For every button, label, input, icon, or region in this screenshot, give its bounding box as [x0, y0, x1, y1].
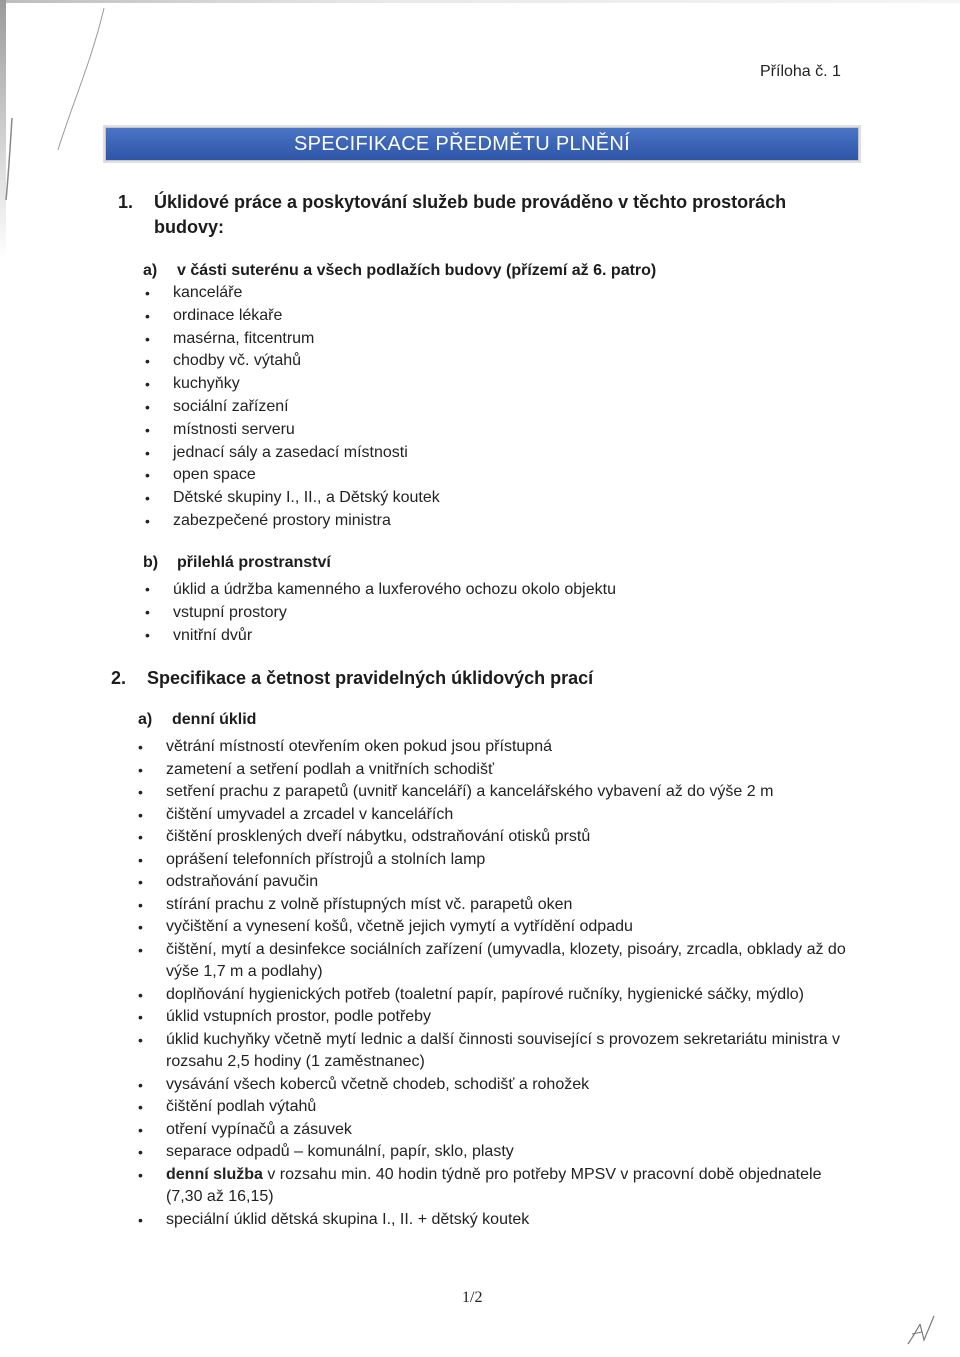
- list-item: • úklid vstupních prostor, podle potřeby: [134, 1006, 849, 1029]
- list-item: • sociální zařízení: [141, 396, 841, 419]
- attachment-label: Příloha č. 1: [760, 63, 841, 80]
- list-item: • čištění podlah výtahů: [134, 1096, 849, 1119]
- section-1b-list: [141, 578, 841, 647]
- section-2-heading: [111, 666, 851, 691]
- list-item: • vnitřní dvůr: [141, 624, 841, 647]
- page-number: 1/2: [462, 1289, 483, 1306]
- list-item: • separace odpadů – komunální, papír, sklo, plasty: [134, 1141, 849, 1164]
- section-2-title: Specifikace a četnost pravidelných úklidových prací: [147, 668, 594, 688]
- list-item: • jednací sály a zasedací místnosti: [141, 442, 841, 465]
- pen-stroke-mark: [0, 0, 120, 200]
- list-item: • open space: [141, 464, 841, 487]
- service-detail: v rozsahu min. 40 hodin týdně pro potřeby MPSV v pracovní době objednatele (7,30 až 16,15): [166, 1165, 822, 1205]
- list-item: • kanceláře: [141, 282, 841, 305]
- handwritten-initials-mark: [900, 1310, 944, 1350]
- list-item: • setření prachu z parapetů (uvnitř kanceláří) a kancelářského vybavení až do výše 2 m: [134, 781, 849, 804]
- list-item: • stírání prachu z volně přístupných míst vč. parapetů oken: [134, 894, 849, 917]
- list-item: • místnosti serveru: [141, 419, 841, 442]
- scan-edge-top: [0, 0, 960, 3]
- list-item: • masérna, fitcentrum: [141, 328, 841, 351]
- section-2-number: 2.: [111, 668, 127, 688]
- list-item: • úklid a údržba kamenného a luxferového ochozu okolo objektu: [141, 578, 841, 601]
- list-item: • speciální úklid dětská skupina I., II. + dětský koutek: [134, 1209, 849, 1232]
- section-2a-title: denní úklid: [172, 711, 257, 728]
- section-1a-letter: a): [143, 262, 158, 279]
- list-item: • vstupní prostory: [141, 601, 841, 624]
- list-item: • větrání místností otevřením oken pokud jsou přístupná: [134, 736, 849, 759]
- section-1-number: 1.: [118, 192, 134, 212]
- list-item: • čištění, mytí a desinfekce sociálních zařízení (umyvadla, klozety, pisoáry, zrcadla, obklady až do výše 1,7 m a podlahy): [134, 939, 849, 984]
- list-item: • čištění prosklených dveří nábytku, odstraňování otisků prstů: [134, 826, 849, 849]
- section-1a-title: v části suterénu a všech podlažích budovy (přízemí až 6. patro): [177, 262, 657, 279]
- page-title: SPECIFIKACE PŘEDMĚTU PLNĚNÍ: [294, 132, 630, 155]
- list-item: • doplňování hygienických potřeb (toaletní papír, papírové ručníky, hygienické sáčky, mýdlo): [134, 984, 849, 1007]
- section-1b-letter: b): [143, 554, 159, 571]
- section-1a-heading: [143, 262, 656, 280]
- section-2a-letter: a): [138, 711, 153, 728]
- list-item: • vysávání všech koberců včetně chodeb, schodišť a rohožek: [134, 1074, 849, 1097]
- list-item: • úklid kuchyňky včetně mytí lednic a další činnosti související s provozem sekretariátu ministra v rozsahu 2,5 hodiny (1 zaměstnanec): [134, 1029, 849, 1074]
- section-2a-list: [134, 736, 849, 1231]
- service-label: denní služba: [166, 1165, 263, 1183]
- title-banner: [105, 127, 859, 161]
- section-1b-title: přilehlá prostranství: [177, 554, 331, 571]
- section-1b-heading: [143, 554, 331, 572]
- list-item-service: [134, 1164, 849, 1209]
- list-item: • chodby vč. výtahů: [141, 350, 841, 373]
- list-item: • otření vypínačů a zásuvek: [134, 1119, 849, 1142]
- list-item: • odstraňování pavučin: [134, 871, 849, 894]
- list-item: • ordinace lékaře: [141, 305, 841, 328]
- list-item: • vyčištění a vynesení košů, včetně jejich vymytí a vytřídění odpadu: [134, 916, 849, 939]
- list-item: • Dětské skupiny I., II., a Dětský koutek: [141, 487, 841, 510]
- section-1-title: Úklidové práce a poskytování služeb bude prováděno v těchto prostorách budovy:: [154, 192, 787, 237]
- section-2a-heading: [138, 711, 256, 729]
- section-1a-list: [141, 282, 841, 533]
- list-item: • zabezpečené prostory ministra: [141, 510, 841, 533]
- list-item: • čištění umyvadel a zrcadel v kancelářích: [134, 804, 849, 827]
- list-item: • zametení a setření podlah a vnitřních schodišť: [134, 759, 849, 782]
- section-1-heading: [118, 190, 858, 240]
- list-item: • oprášení telefonních přístrojů a stolních lamp: [134, 849, 849, 872]
- list-item: • kuchyňky: [141, 373, 841, 396]
